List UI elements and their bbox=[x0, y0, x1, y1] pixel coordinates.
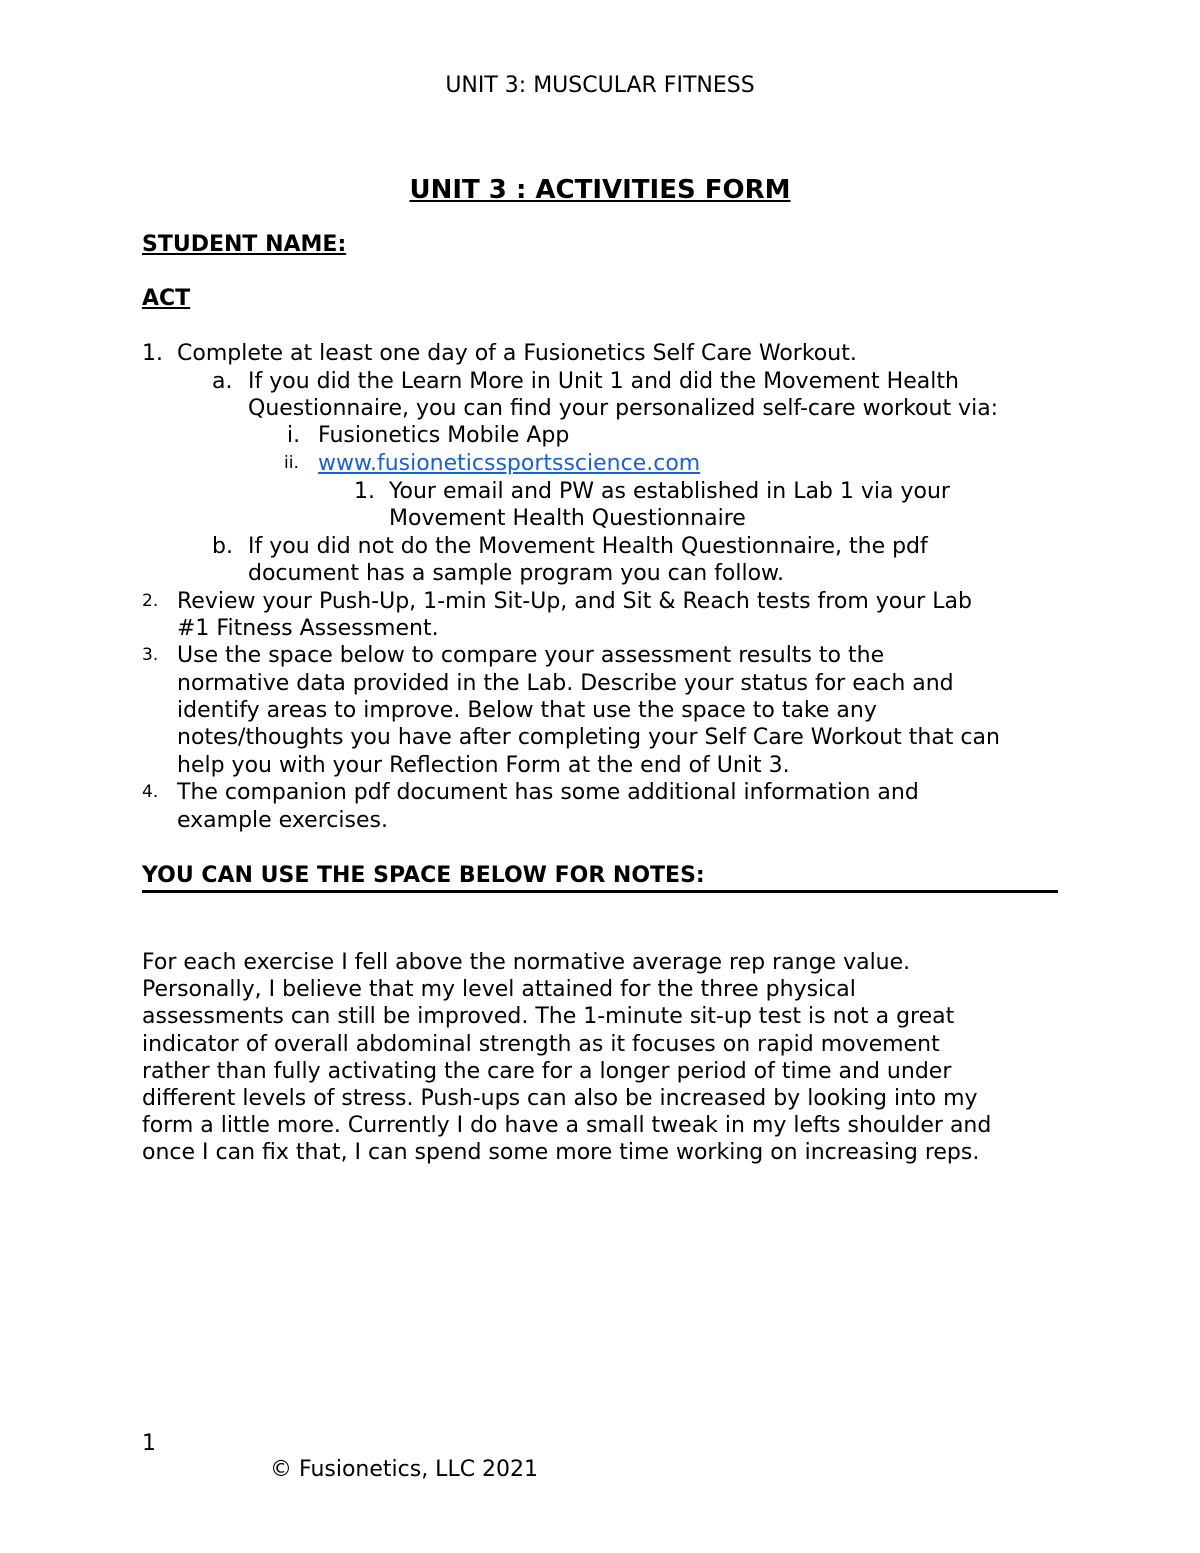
item-1a-line-2: Questionnaire, you can find your personalized self-care workout via: bbox=[248, 396, 999, 421]
item-1a-ii-marker: ii. bbox=[284, 453, 299, 473]
item-2-line-2: #1 Fitness Assessment. bbox=[177, 616, 439, 641]
form-title bbox=[0, 174, 1200, 206]
notes-body bbox=[142, 949, 991, 1167]
fusionetics-website-link[interactable]: www.fusioneticssportsscience.com bbox=[318, 451, 701, 476]
form-title-text: UNIT 3 : ACTIVITIES FORM bbox=[409, 175, 791, 205]
item-1a-i-text: Fusionetics Mobile App bbox=[318, 423, 570, 448]
item-1a-ii-1-line-2: Movement Health Questionnaire bbox=[389, 506, 746, 531]
item-3-line-5: help you with your Reflection Form at the end of Unit 3. bbox=[177, 753, 790, 778]
item-3-line-1: Use the space below to compare your assessment results to the bbox=[177, 643, 885, 668]
notes-line: For each exercise I fell above the normative average rep range value. bbox=[142, 950, 911, 975]
student-name-label: STUDENT NAME: bbox=[142, 232, 347, 257]
item-2-marker: 2. bbox=[142, 591, 159, 611]
section-label-act: ACT bbox=[142, 286, 191, 311]
notes-line: form a little more. Currently I do have a small tweak in my lefts shoulder and bbox=[142, 1113, 992, 1139]
item-4-line-1: The companion pdf document has some additional information and bbox=[177, 780, 919, 805]
item-4-line-2: example exercises. bbox=[177, 808, 388, 833]
item-3-line-3: identify areas to improve. Below that use the space to take any bbox=[177, 698, 877, 723]
item-4-marker: 4. bbox=[142, 782, 159, 802]
item-1a-marker: a. bbox=[212, 369, 233, 394]
notes-line: rather than fully activating the care for a longer period of time and under bbox=[142, 1058, 952, 1084]
item-1b-line-2: document has a sample program you can follow. bbox=[248, 561, 785, 586]
item-1a-line-1: If you did the Learn More in Unit 1 and did the Movement Health bbox=[248, 369, 959, 394]
item-1a-i-marker: i. bbox=[287, 423, 301, 448]
copyright-footer: © Fusionetics, LLC 2021 bbox=[270, 1457, 539, 1482]
item-3-line-4: notes/thoughts you have after completing your Self Care Workout that can bbox=[177, 725, 1000, 750]
notes-line: once I can fix that, I can spend some more time working on increasing reps. bbox=[142, 1140, 980, 1166]
notes-line: Personally, I believe that my level attained for the three physical bbox=[142, 977, 856, 1003]
notes-line: indicator of overall abdominal strength as it focuses on rapid movement bbox=[142, 1031, 940, 1057]
item-2-line-1: Review your Push-Up, 1-min Sit-Up, and Sit & Reach tests from your Lab bbox=[177, 589, 972, 614]
item-1a-ii-1-line-1: Your email and PW as established in Lab 1 via your bbox=[389, 479, 950, 504]
notes-line: different levels of stress. Push-ups can also be increased by looking into my bbox=[142, 1086, 978, 1112]
item-1-marker: 1. bbox=[142, 341, 163, 366]
notes-heading: YOU CAN USE THE SPACE BELOW FOR NOTES: bbox=[142, 862, 1058, 893]
item-3-line-2: normative data provided in the Lab. Describe your status for each and bbox=[177, 671, 954, 696]
running-header: UNIT 3: MUSCULAR FITNESS bbox=[445, 73, 755, 98]
item-1a-ii-1-marker: 1. bbox=[354, 479, 375, 504]
item-1-text: Complete at least one day of a Fusionetics Self Care Workout. bbox=[177, 341, 857, 366]
item-3-marker: 3. bbox=[142, 645, 159, 665]
item-1b-marker: b. bbox=[212, 534, 233, 559]
item-1b-line-1: If you did not do the Movement Health Questionnaire, the pdf bbox=[248, 534, 928, 559]
notes-line: assessments can still be improved. The 1-minute sit-up test is not a great bbox=[142, 1004, 955, 1030]
page-number: 1 bbox=[142, 1431, 156, 1456]
